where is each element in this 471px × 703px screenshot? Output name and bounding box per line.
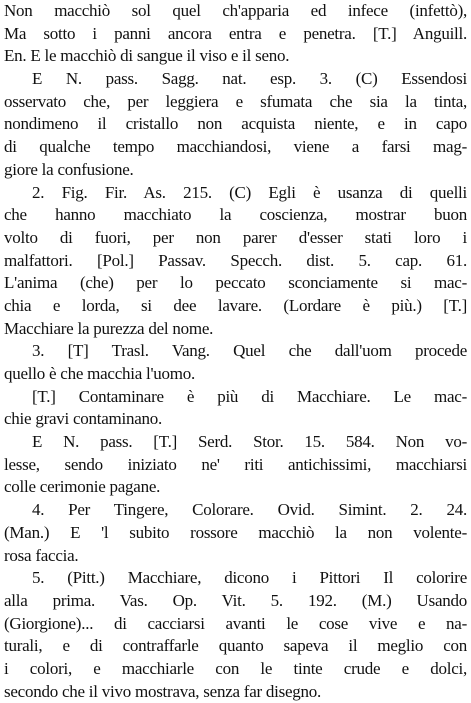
text-line: osservato che, per leggiera e sfumata che sia la tinta, (4, 91, 467, 111)
text-line: chia e lorda, si dee lavare. (Lordare è più.) [T.] (4, 295, 467, 315)
text-line: secondo che il vivo mostrava, senza far disegno. (4, 681, 322, 701)
entry-sense-3: 3. [T] Trasl. Vang. Quel che dall'uom procede (32, 341, 467, 361)
text-line: turali, e di contraffarle quanto sapeva il meglio con (4, 636, 467, 656)
text-line: (Giorgione)... di cacciarsi avanti le cose vive e na- (4, 613, 467, 633)
text-line: En. E le macchiò di sangue il viso e il seno. (4, 46, 290, 66)
text-line: Macchiare la purezza del nome. (4, 318, 214, 338)
text-line: nondimeno il cristallo non acquista niente, e in capo (4, 114, 467, 134)
text-line: che hanno macchiato la coscienza, mostrar buon (4, 205, 467, 225)
text-line: E N. pass. Sagg. nat. esp. 3. (C) Essendosi (32, 69, 467, 89)
text-line: L'anima (che) per lo peccato sconciamente si mac- (4, 273, 467, 293)
text-line: giore la confusione. (4, 159, 134, 179)
text-line: malfattori. [Pol.] Passav. Specch. dist. 5. cap. 61. (4, 250, 467, 270)
text-line: alla prima. Vas. Op. Vit. 5. 192. (M.) Usando (4, 590, 467, 610)
entry-sense-2: 2. Fig. Fir. As. 215. (C) Egli è usanza di quelli (32, 182, 467, 202)
text-line: lesse, sendo iniziato ne' riti antichissimi, macchiarsi (4, 454, 467, 474)
entry-sense-4: 4. Per Tingere, Colorare. Ovid. Simint. 2. 24. (32, 500, 467, 520)
text-line: Ma sotto i panni ancora entra e penetra. [T.] Anguill. (4, 23, 467, 43)
text-line: rosa faccia. (4, 545, 79, 565)
text-line: E N. pass. [T.] Serd. Stor. 15. 584. Non vo- (32, 432, 467, 452)
text-line: (Man.) E 'l subito rossore macchiò la non volente- (4, 522, 467, 542)
entry-sense-5: 5. (Pitt.) Macchiare, dicono i Pittori Il colorire (32, 568, 467, 588)
text-line: i colori, e macchiarle con le tinte crude e dolci, (4, 658, 467, 678)
text-line: chie gravi contaminano. (4, 409, 163, 429)
text-line: di qualche tempo macchiandosi, viene a farsi mag- (4, 137, 467, 157)
text-line: volto di fuori, per non parer d'esser stati loro i (4, 227, 467, 247)
text-line: [T.] Contaminare è più di Macchiare. Le mac- (32, 386, 467, 406)
text-line: colle cerimonie pagane. (4, 477, 161, 497)
text-line: Non macchiò sol quel ch'apparia ed infece (infettò), (4, 1, 467, 20)
text-line: quello è che macchia l'uomo. (4, 364, 196, 383)
